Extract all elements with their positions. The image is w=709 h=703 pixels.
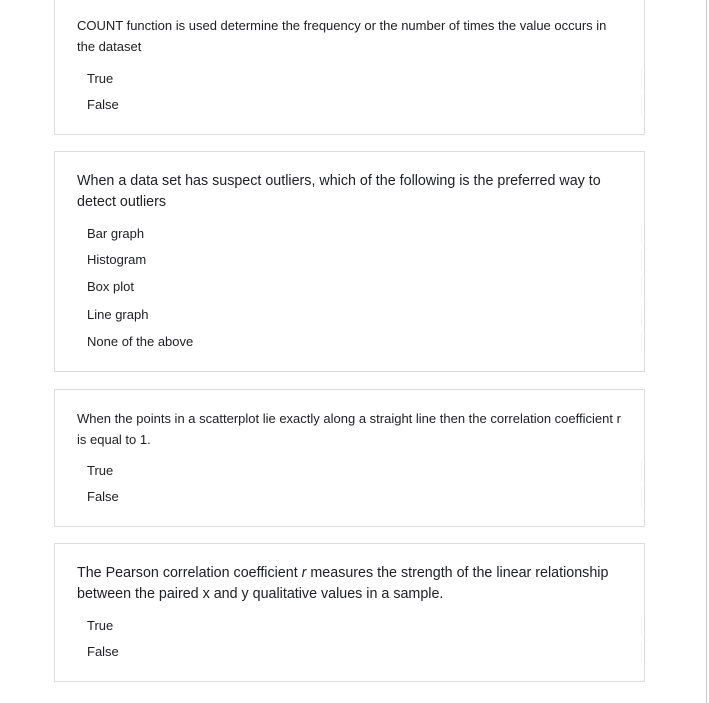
question-4-option-false[interactable]: False bbox=[87, 639, 642, 665]
question-card-2 bbox=[54, 151, 645, 372]
question-1-option-false[interactable]: False bbox=[87, 92, 642, 118]
question-4-text-start: The Pearson correlation coefficient bbox=[77, 565, 302, 581]
question-4-text bbox=[77, 563, 622, 605]
question-4-option-true[interactable]: True bbox=[87, 613, 642, 639]
question-2-option-histogram[interactable]: Histogram bbox=[87, 247, 642, 273]
scrollbar-edge[interactable] bbox=[706, 0, 707, 703]
question-4-text-end: measures the strength of the linear relationship between the paired x and y qualitative values in a sample. bbox=[77, 565, 609, 602]
question-1-text: COUNT function is used determine the frequency or the number of times the value occurs in the dataset bbox=[77, 18, 607, 54]
question-2-option-line-graph[interactable]: Line graph bbox=[87, 302, 642, 328]
question-4-text-r: r bbox=[301, 565, 307, 581]
question-card-1 bbox=[54, 0, 645, 135]
question-3-option-false[interactable]: False bbox=[87, 484, 642, 510]
question-2-text: When a data set has suspect outliers, which of the following is the preferred way to detect outliers bbox=[77, 173, 601, 210]
question-2-option-box-plot[interactable]: Box plot bbox=[87, 274, 642, 300]
question-3-text: When the points in a scatterplot lie exactly along a straight line then the correlation coefficient r is equal to 1. bbox=[77, 411, 621, 447]
question-card-4 bbox=[54, 543, 645, 682]
question-3-option-true[interactable]: True bbox=[87, 458, 642, 484]
question-1-option-true[interactable]: True bbox=[87, 66, 642, 92]
question-2-option-none-of-the-above[interactable]: None of the above bbox=[87, 329, 642, 355]
question-2-option-bar-graph[interactable]: Bar graph bbox=[87, 221, 642, 247]
question-card-3 bbox=[54, 389, 645, 527]
